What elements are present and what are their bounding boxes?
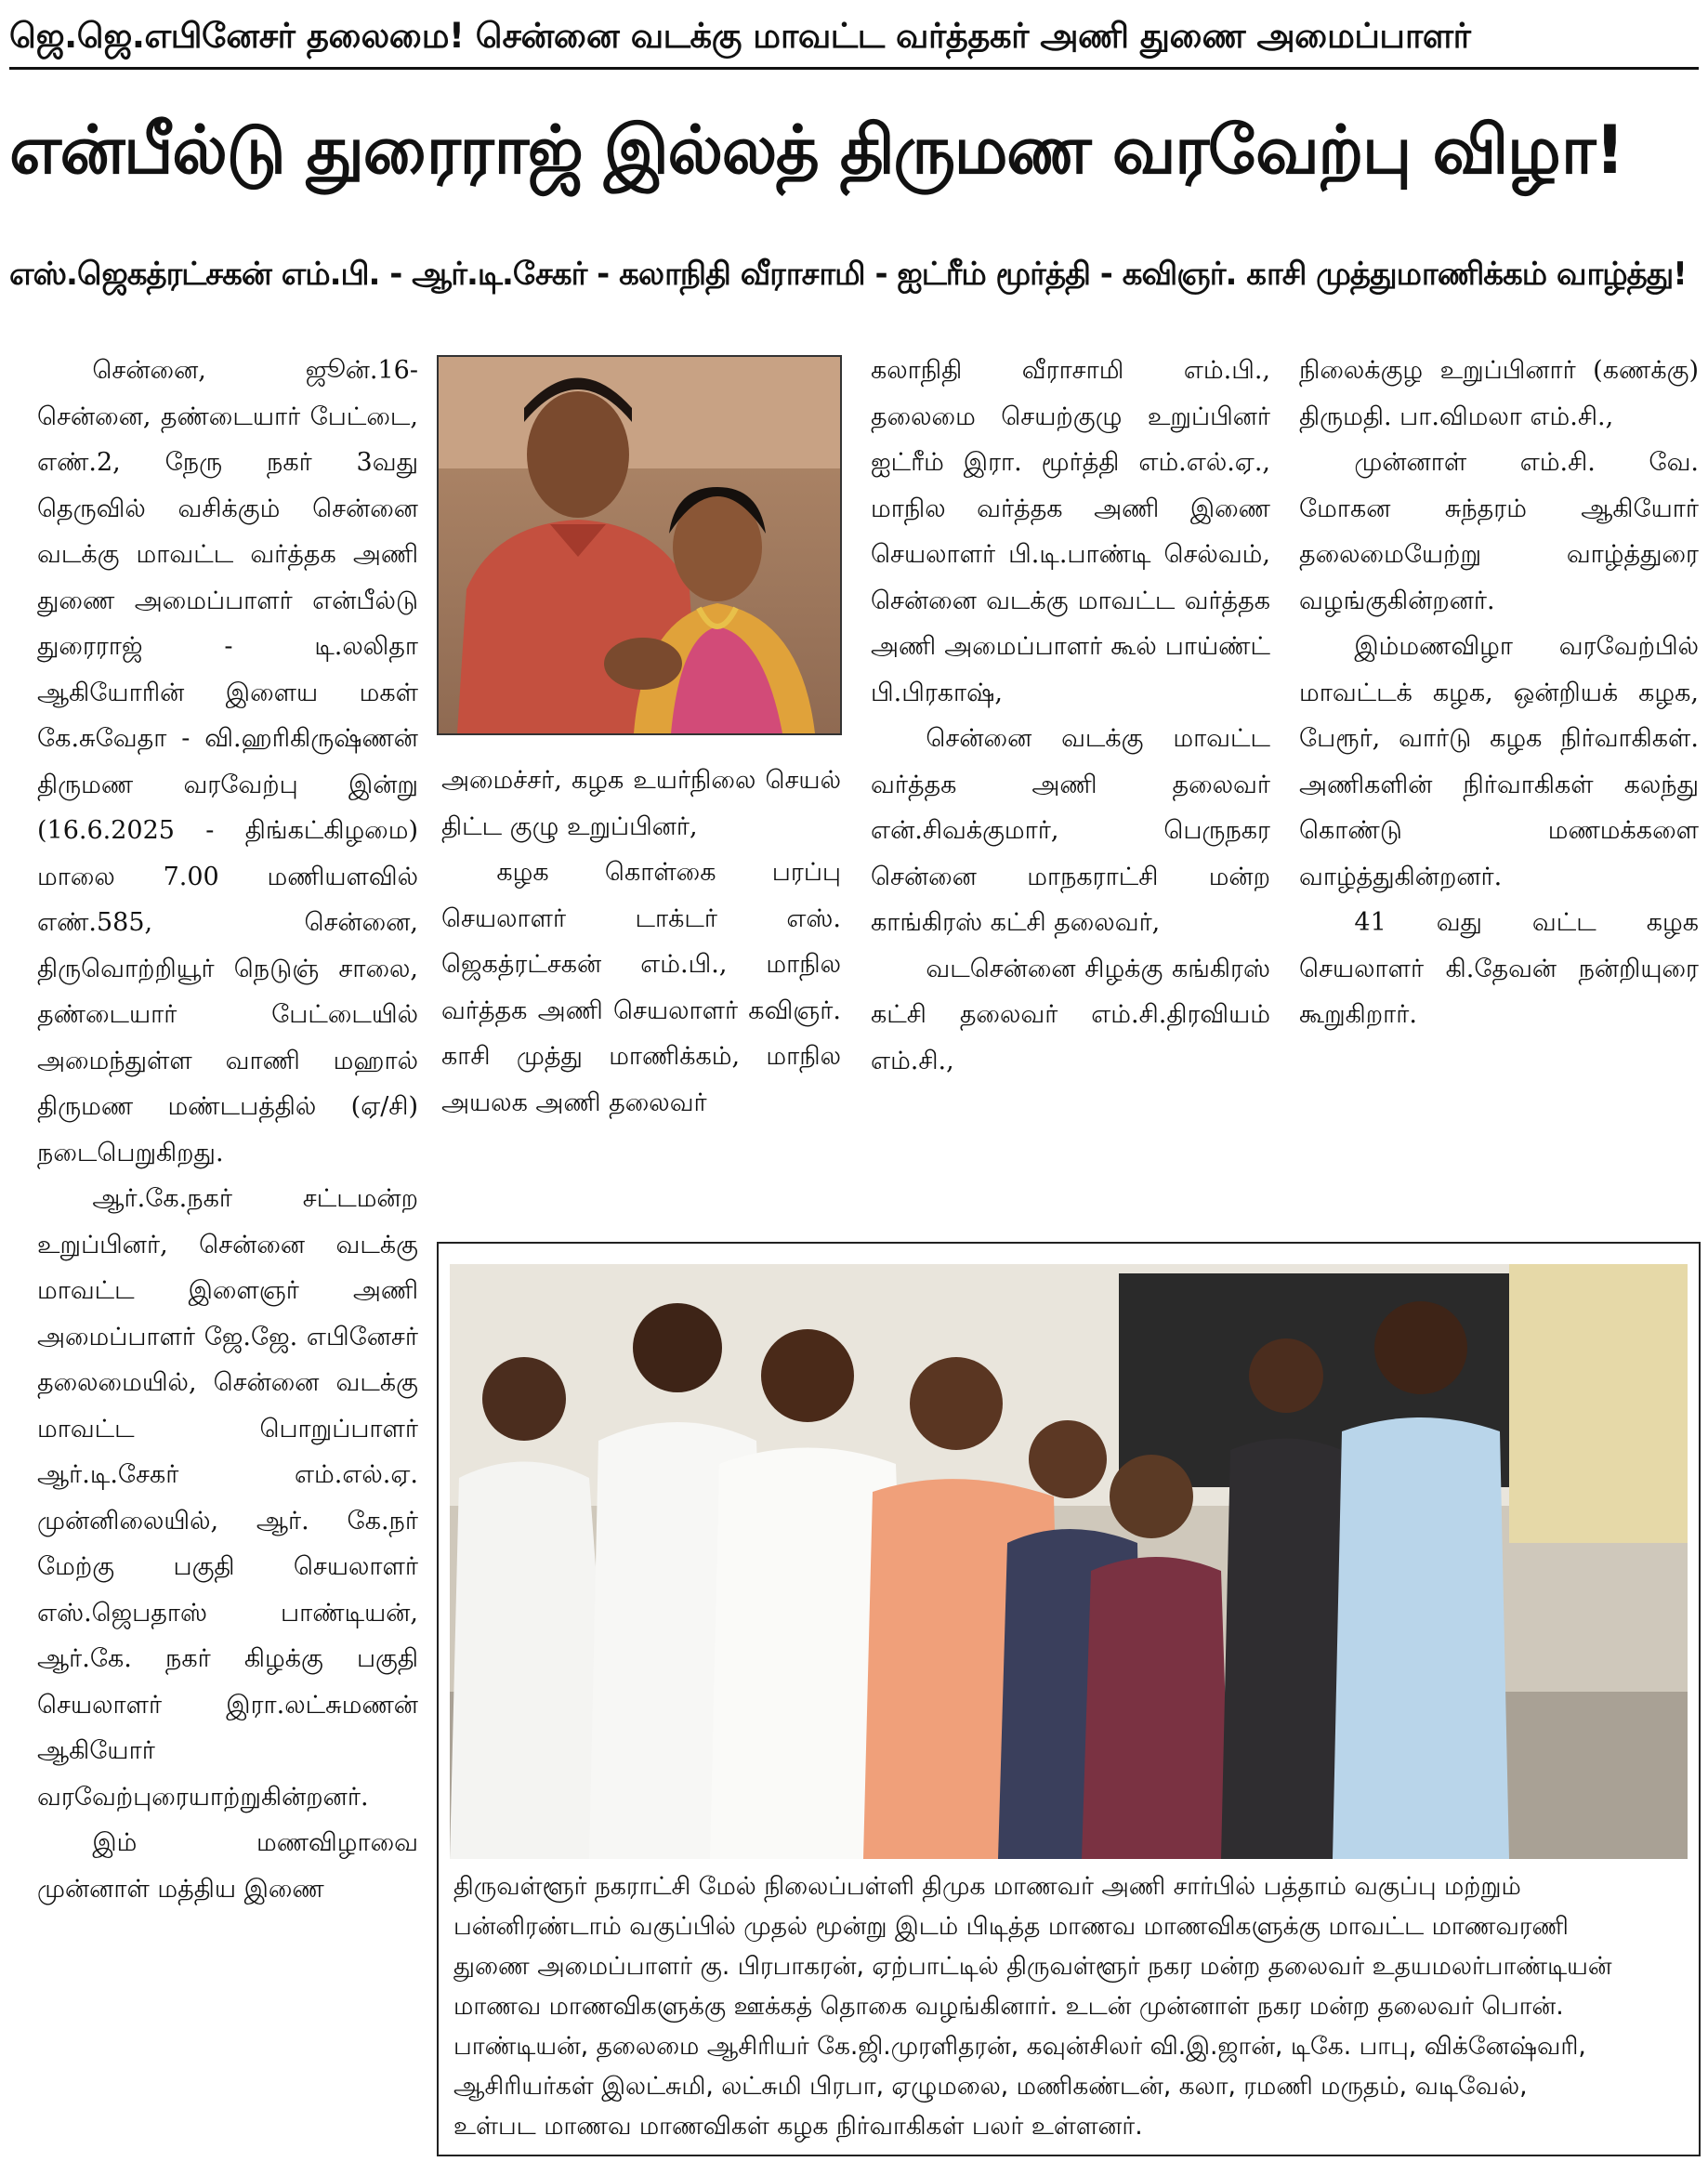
paragraph: இம் மணவிழாவை முன்னாள் மத்திய இணை xyxy=(37,1828,418,1904)
paragraph: கழக கொள்கை பரப்பு செயலாளர் டாக்டர் எஸ். ஜெகத்ரட்சகன் எம்.பி., மாநில வர்த்தக அணி செயலாளர் கவிஞர். காசி முத்து மாணிக்கம், மாநில அயலக அணி தலைவர் xyxy=(441,858,841,1117)
article-column-3 xyxy=(871,348,1270,1084)
paragraph: சென்னை வடக்கு மாவட்ட வர்த்தக அணி தலைவர் என்.சிவக்குமார், பெருநகர சென்னை மாநகராட்சி மன்ற காங்கிரஸ் கட்சி தலைவர், xyxy=(871,724,1270,937)
caption-line: திருவள்ளூர் நகராட்சி மேல் நிலைப்பள்ளி திமுக மாணவர் அணி சார்பில் பத்தாம் வகுப்பு மற்றும் xyxy=(453,1872,1521,1901)
secondary-story-box xyxy=(437,1242,1701,2156)
school-event-photo xyxy=(450,1264,1688,1859)
kicker-divider xyxy=(9,67,1699,70)
paragraph: ஆர்.கே.நகர் சட்டமன்ற உறுப்பினர், சென்னை வடக்கு மாவட்ட இளைஞர் அணி அமைப்பாளர் ஜே.ஜே. எபினேசர் தலைமையில், சென்னை வடக்கு மாவட்ட பொறுப்பாளர் ஆர்.டி.சேகர் எம்.எல்.ஏ. முன்னிலையில், ஆர். கே.நர் மேற்கு பகுதி செயலாளர் எஸ்.ஜெபதாஸ் பாண்டியன், ஆர்.கே. நகர் கிழக்கு பகுதி செயலாளர் இரா.லட்சுமணன் ஆகியோர் வரவேற்புரையாற்றுகின்றனர். xyxy=(37,1184,418,1812)
article-column-1 xyxy=(37,348,418,1912)
caption-line: பாண்டியன், தலைமை ஆசிரியர் கே.ஜி.முரளிதரன், கவுன்சிலர் வி.இ.ஜான், டிகே. பாபு, விக்னேஷ்வரி, xyxy=(453,2032,1586,2061)
paragraph: சென்னை, ஜூன்.16- சென்னை, தண்டையார் பேட்டை, எண்.2, நேரு நகர் 3வது தெருவில் வசிக்கும் சென்னை வடக்கு மாவட்ட வர்த்தக அணி துணை அமைப்பாளர் என்பீல்டு துரைராஜ் - டி.லலிதா ஆகியோரின் இளைய மகள் கே.சுவேதா - வி.ஹரிகிருஷ்ணன் திருமண வரவேற்பு இன்று (16.6.2025 - திங்கட்கிழமை) மாலை 7.00 மணியளவில் எண்.585, சென்னை, திருவொற்றியூர் நெடுஞ் சாலை, தண்டையார் பேட்டையில் அமைந்துள்ள வாணி மஹால் திருமண மண்டபத்தில் (ஏ/சி) நடைபெறுகிறது. xyxy=(37,356,418,1167)
photo-caption xyxy=(453,1866,1680,2146)
paragraph: இம்மணவிழா வரவேற்பில் மாவட்டக் கழக, ஒன்றியக் கழக, பேரூர், வார்டு கழக நிர்வாகிகள். அணிகளின் நிர்வாகிகள் கலந்து கொண்டு மணமக்களை வாழ்த்துகின்றனர். xyxy=(1299,632,1699,891)
deck-subheadline: எஸ்.ஜெகத்ரட்சகன் எம்.பி. - ஆர்.டி.சேகர் - கலாநிதி வீராசாமி - ஐட்ரீம் மூர்த்தி - கவிஞர். காசி முத்துமாணிக்கம் வாழ்த்து! xyxy=(9,256,1687,293)
article-column-4 xyxy=(1299,348,1699,1038)
article-column-2 xyxy=(441,758,841,1126)
paragraph: முன்னாள் எம்.சி. வே. மோகன சுந்தரம் ஆகியோர் தலைமையேற்று வாழ்த்துரை வழங்குகின்றனர். xyxy=(1299,448,1699,615)
caption-line: உள்பட மாணவ மாணவிகள் கழக நிர்வாகிகள் பலர் உள்ளனர். xyxy=(453,2112,1143,2141)
paragraph: வடசென்னை சிழக்கு கங்கிரஸ் கட்சி தலைவர் எம்.சி.திரவியம் எம்.சி., xyxy=(871,954,1270,1075)
caption-line: துணை அமைப்பாளர் கு. பிரபாகரன், ஏற்பாட்டில் திருவள்ளூர் நகர மன்ற தலைவர் உதயமலர்பாண்டியன் xyxy=(453,1952,1612,1981)
paragraph: அமைச்சர், கழக உயர்நிலை செயல் திட்ட குழு உறுப்பினர், xyxy=(441,766,841,841)
kicker-line: ஜெ.ஜெ.எபினேசர் தலைமை! சென்னை வடக்கு மாவட்ட வர்த்தகர் அணி துணை அமைப்பாளர் xyxy=(9,16,1471,56)
paragraph: 41 வது வட்ட கழக செயலாளர் கி.தேவன் நன்றியுரை கூறுகிறார். xyxy=(1299,908,1699,1029)
headline: என்பீல்டு துரைராஜ் இல்லத் திருமண வரவேற்பு விழா! xyxy=(9,111,1624,189)
paragraph: நிலைக்குழ உறுப்பினார் (கணக்கு) திருமதி. பா.விமலா எம்.சி., xyxy=(1299,356,1699,431)
caption-line: மாணவ மாணவிகளுக்கு ஊக்கத் தொகை வழங்கினார். உடன் முன்னாள் நகர மன்ற தலைவர் பொன். xyxy=(453,1992,1564,2021)
couple-photo xyxy=(437,355,842,735)
caption-line: ஆசிரியர்கள் இலட்சுமி, லட்சுமி பிரபா, ஏழுமலை, மணிகண்டன், கலா, ரமணி மருதம், வடிவேல், xyxy=(453,2072,1528,2101)
caption-line: பன்னிரண்டாம் வகுப்பில் முதல் மூன்று இடம் பிடித்த மாணவ மாணவிகளுக்கு மாவட்ட மாணவரணி xyxy=(453,1912,1569,1941)
paragraph: கலாநிதி வீராசாமி எம்.பி., தலைமை செயற்குழு உறுப்பினர் ஐட்ரீம் இரா. மூர்த்தி எம்.எல்.ஏ., மாநில வர்த்தக அணி இணை செயலாளர் பி.டி.பாண்டி செல்வம், சென்னை வடக்கு மாவட்ட வர்த்தக அணி அமைப்பாளர் கூல் பாய்ண்ட் பி.பிரகாஷ், xyxy=(871,356,1270,707)
